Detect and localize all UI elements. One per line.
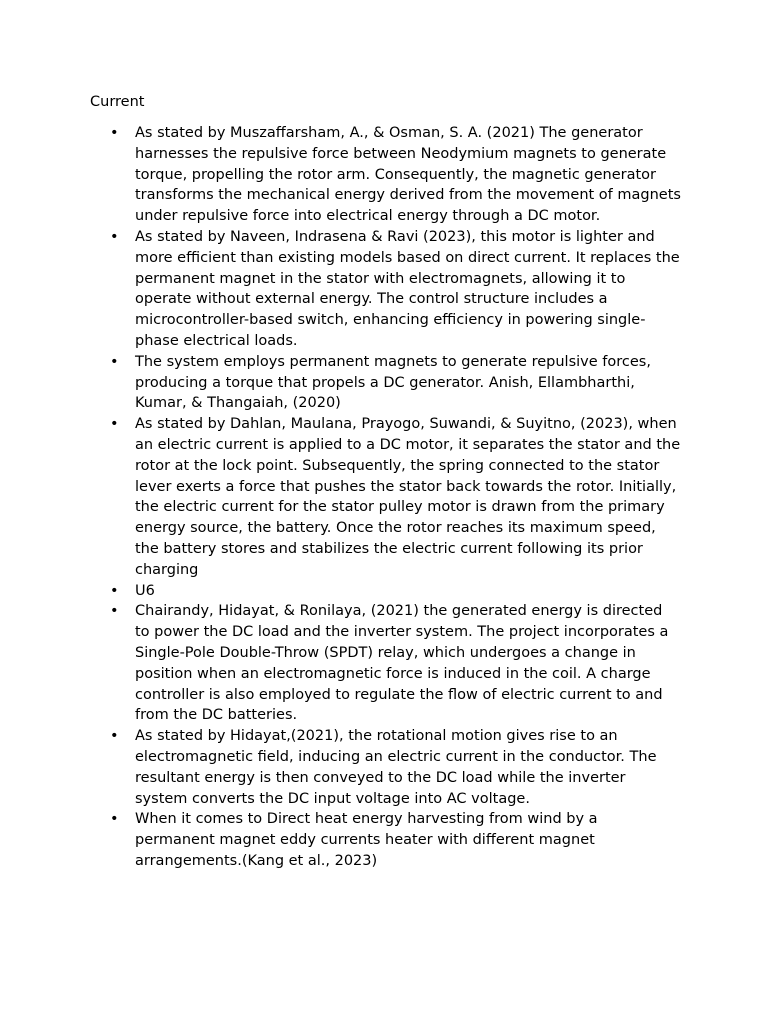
list-item xyxy=(110,227,681,352)
bullet-icon: • xyxy=(110,228,119,245)
bullet-icon: • xyxy=(110,811,119,828)
bullet-list xyxy=(110,123,681,872)
list-item xyxy=(110,726,681,809)
list-item xyxy=(110,414,681,580)
list-item xyxy=(110,601,681,726)
bullet-icon: • xyxy=(110,416,119,433)
bullet-icon: • xyxy=(110,353,119,370)
list-item-text: U6 xyxy=(135,582,155,599)
list-item-text: The system employs permanent magnets to generate repulsive forces, producing a torque that propels a DC generator. Anish, Ellambharthi, Kumar, & Thangaiah, (2020) xyxy=(135,353,651,412)
bullet-icon: • xyxy=(110,728,119,745)
list-item-text: As stated by Hidayat,(2021), the rotational motion gives rise to an electromagnetic field, inducing an electric current in the conductor. The resultant energy is then conveyed to the DC load while the inverter system converts the DC input voltage into AC voltage. xyxy=(135,728,657,807)
bullet-icon: • xyxy=(110,582,119,599)
list-item xyxy=(110,123,681,227)
section-heading: Current xyxy=(90,94,145,110)
bullet-icon: • xyxy=(110,125,119,141)
list-item-text: As stated by Dahlan, Maulana, Prayogo, Suwandi, & Suyitno, (2023), when an electric current is applied to a DC motor, it separates the stator and the rotor at the lock point. Subsequently, the spring connected to the stator lever exerts a force that pushes the stator back towards the rotor. Initially, the electric current for the stator pulley motor is drawn from the primary energy source, the battery. Once the rotor reaches its maximum speed, the battery stores and stabilizes the electric current following its prior charging xyxy=(135,416,681,578)
list-item xyxy=(110,581,681,602)
list-item-text: As stated by Muszaffarsham, A., & Osman, S. A. (2021) The generator harnesses the repulsive force between Neodymium magnets to generate torque, propelling the rotor arm. Consequently, the magnetic generator transforms the mechanical energy derived from the movement of magnets under repulsive force into electrical energy through a DC motor. xyxy=(135,125,681,225)
list-item xyxy=(110,809,681,871)
list-item-text: Chairandy, Hidayat, & Ronilaya, (2021) the generated energy is directed to power the DC load and the inverter system. The project incorporates a Single-Pole Double-Throw (SPDT) relay, which undergoes a change in position when an electromagnetic force is induced in the coil. A charge controller is also employed to regulate the flow of electric current to and from the DC batteries. xyxy=(135,603,669,724)
list-item-text: When it comes to Direct heat energy harvesting from wind by a permanent magnet eddy currents heater with different magnet arrangements.(Kang et al., 2023) xyxy=(135,811,598,869)
bullet-icon: • xyxy=(110,603,119,620)
list-item-text: As stated by Naveen, Indrasena & Ravi (2023), this motor is lighter and more efficient than existing models based on direct current. It replaces the permanent magnet in the stator with electromagnets, allowing it to operate without external energy. The control structure includes a microcontroller-based switch, enhancing efficiency in powering single-phase electrical loads. xyxy=(135,228,680,349)
list-item xyxy=(110,352,681,414)
